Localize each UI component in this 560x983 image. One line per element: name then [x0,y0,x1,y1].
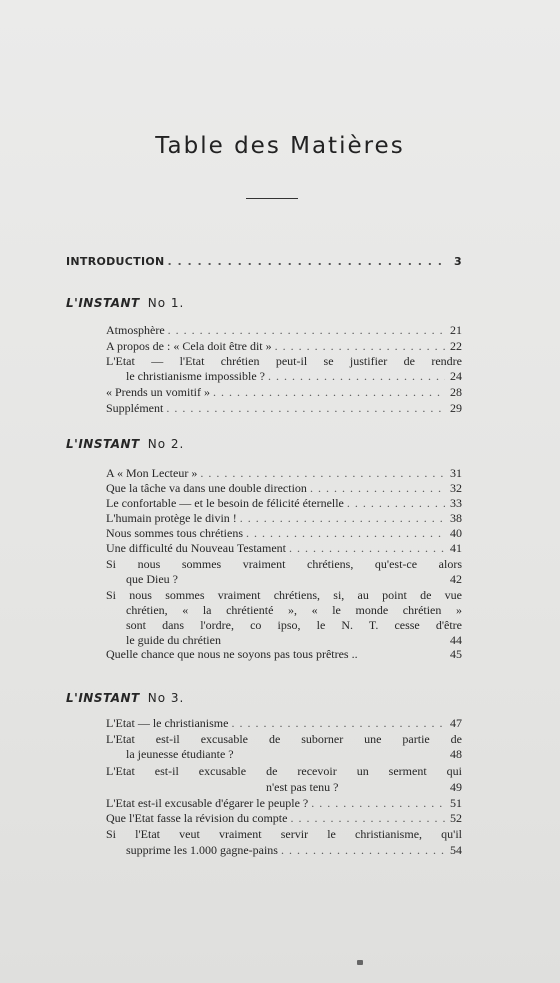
toc-entry-line: Si nous sommes vraiment chrétiens, qu'est-ce alors [106,557,462,571]
toc-entry: que Dieu ? 42 [126,572,462,586]
page-title: Table des Matières [155,133,405,159]
toc-entry: Atmosphère . . . 21 [106,323,462,337]
toc-entry: L'humain protège le divin ! . . . 38 [106,511,462,525]
toc-entry: Quelle chance que nous ne soyons pas tous prêtres .. 45 [106,647,462,661]
toc-entry-line: L'Etat est-il excusable de recevoir un serment qui [106,764,462,778]
toc-entry: A propos de : « Cela doit être dit » . . . 22 [106,339,462,353]
print-mark [357,960,363,965]
toc-entry: Nous sommes tous chrétiens . . . 40 [106,526,462,540]
toc-entry: « Prends un vomitif » . . . 28 [106,385,462,399]
toc-entry: la jeunesse étudiante ? 48 [126,747,462,761]
toc-entry: n'est pas tenu ? 49 [266,780,462,794]
toc-entry: supprime les 1.000 gagne-pains . . . 54 [126,843,462,857]
title-rule [246,198,298,199]
toc-introduction [66,255,462,269]
toc-entry: Que la tâche va dans une double direction . . . 32 [106,481,462,495]
toc-entry: A « Mon Lecteur » . . . 31 [106,466,462,480]
toc-entry: L'Etat — le christianisme . . . 47 [106,716,462,730]
toc-entry-line: L'Etat — l'Etat chrétien peut-il se justifier de rendre [106,354,462,368]
toc-page-number: 3 [454,255,462,268]
toc-entry-line: sont dans l'ordre, co ipso, le N. T. cesse d'être [126,618,462,632]
toc-entry: Une difficulté du Nouveau Testament . . . 41 [106,541,462,555]
section-heading-1: L'INSTANT No 1. [66,296,185,310]
toc-entry: L'Etat est-il excusable d'égarer le peuple ? . . . 51 [106,796,462,810]
toc-entry-line: chrétien, « la chrétienté », « le monde chrétien » [126,603,462,617]
toc-entry-line: Si l'Etat veut vraiment servir le christianisme, qu'il [106,827,462,841]
toc-entry: le guide du chrétien 44 [126,633,462,647]
toc-entry: le christianisme impossible ? . . . 24 [126,369,462,383]
toc-entry: Le confortable — et le besoin de félicité éternelle . . . 33 [106,496,462,510]
section-heading-2: L'INSTANT No 2. [66,437,185,451]
dot-leader [168,255,445,269]
toc-entry-line: Si nous sommes vraiment chrétiens, si, au point de vue [106,588,462,602]
toc-entry-text: INTRODUCTION [66,255,165,268]
toc-entry: Supplément . . . 29 [106,401,462,415]
toc-entry: Que l'Etat fasse la révision du compte . . . 52 [106,811,462,825]
toc-entry-line: L'Etat est-il excusable de suborner une partie de [106,732,462,746]
section-heading-3: L'INSTANT No 3. [66,691,185,705]
